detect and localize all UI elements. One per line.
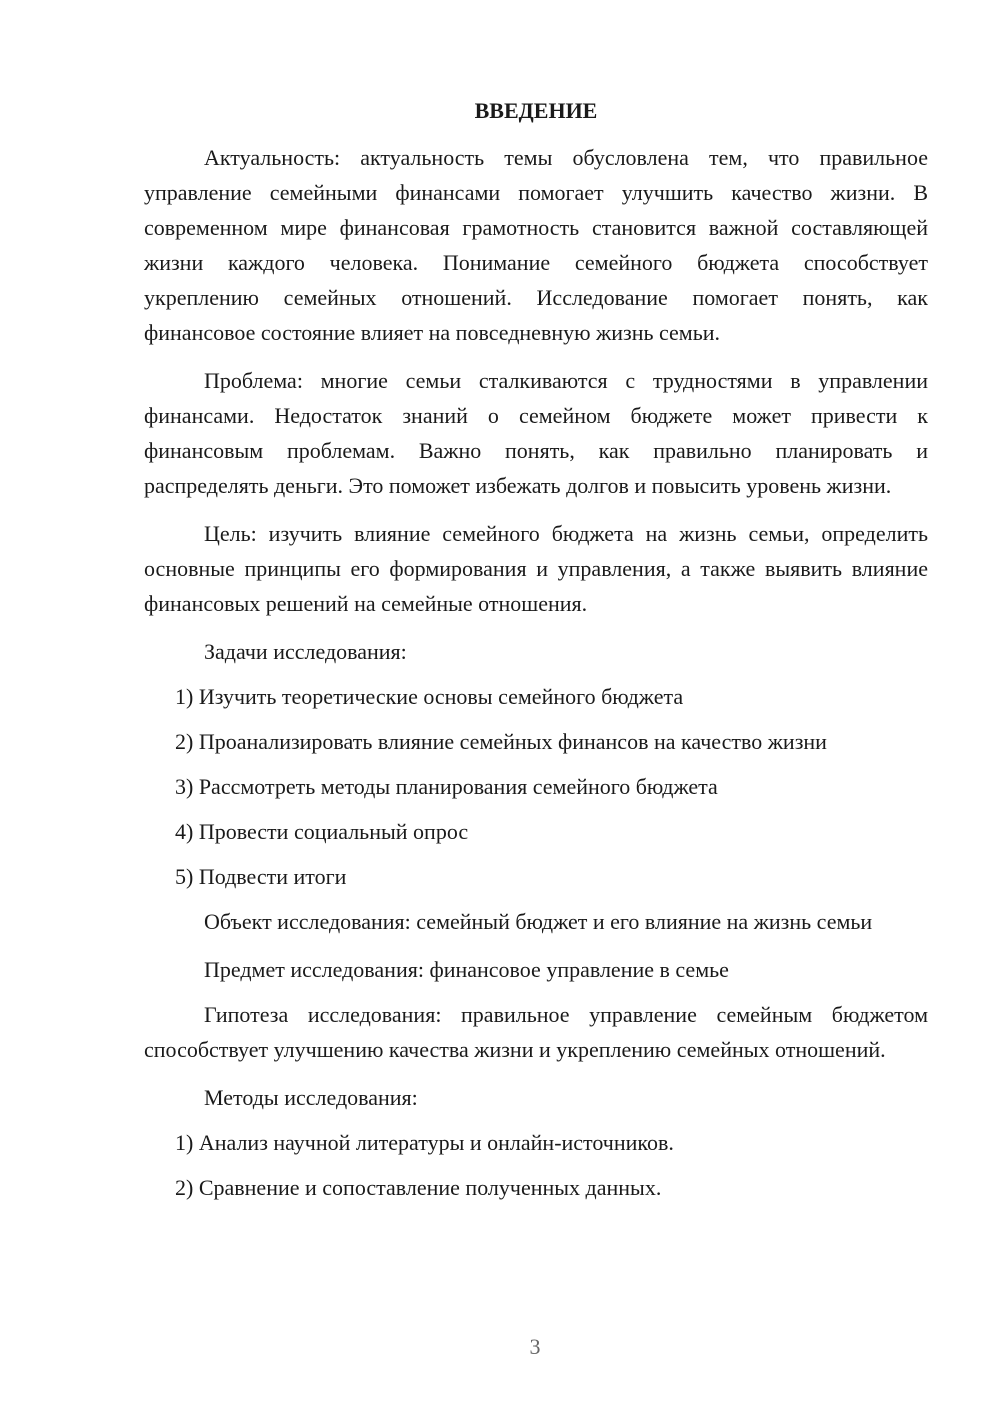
problem-paragraph: Проблема: многие семьи сталкиваются с трудностями в управлении финансами. Недостаток знаний о семейном бюджете может привести к финансовым проблемам. Важно понять, как правильно планировать и распределять деньги. Это поможет избежать долгов и повысить уровень жизни. <box>144 368 928 498</box>
page-body <box>144 96 928 1215</box>
task-item-1: 1) Изучить теоретические основы семейного бюджета <box>175 684 684 709</box>
tasks-heading: Задачи исследования: <box>204 639 407 664</box>
object-paragraph: Объект исследования: семейный бюджет и его влияние на жизнь семьи <box>204 909 873 934</box>
task-item-2: 2) Проанализировать влияние семейных финансов на качество жизни <box>175 729 827 754</box>
page-number: 3 <box>529 1334 541 1359</box>
subject-paragraph: Предмет исследования: финансовое управление в семье <box>204 957 729 982</box>
hypothesis-paragraph: Гипотеза исследования: правильное управление семейным бюджетом способствует улучшению качества жизни и укреплению семейных отношений. <box>144 1002 928 1062</box>
task-item-5: 5) Подвести итоги <box>175 864 347 889</box>
methods-heading: Методы исследования: <box>204 1085 418 1110</box>
section-title: ВВЕДЕНИЕ <box>474 98 598 123</box>
task-item-4: 4) Провести социальный опрос <box>175 819 469 844</box>
goal-paragraph: Цель: изучить влияние семейного бюджета на жизнь семьи, определить основные принципы его формирования и управления, а также выявить влияние финансовых решений на семейные отношения. <box>144 521 928 616</box>
relevance-paragraph: Актуальность: актуальность темы обусловлена тем, что правильное управление семейными финансами помогает улучшить качество жизни. В современном мире финансовая грамотность становится важной составляющей жизни каждого человека. Понимание семейного бюджета способствует укреплению семейных отношений. Исследование помогает понять, как финансовое состояние влияет на повседневную жизнь семьи. <box>144 145 928 345</box>
method-item-1: 1) Анализ научной литературы и онлайн-источников. <box>175 1130 674 1155</box>
task-item-3: 3) Рассмотреть методы планирования семейного бюджета <box>175 774 718 799</box>
method-item-2: 2) Сравнение и сопоставление полученных данных. <box>175 1175 662 1200</box>
